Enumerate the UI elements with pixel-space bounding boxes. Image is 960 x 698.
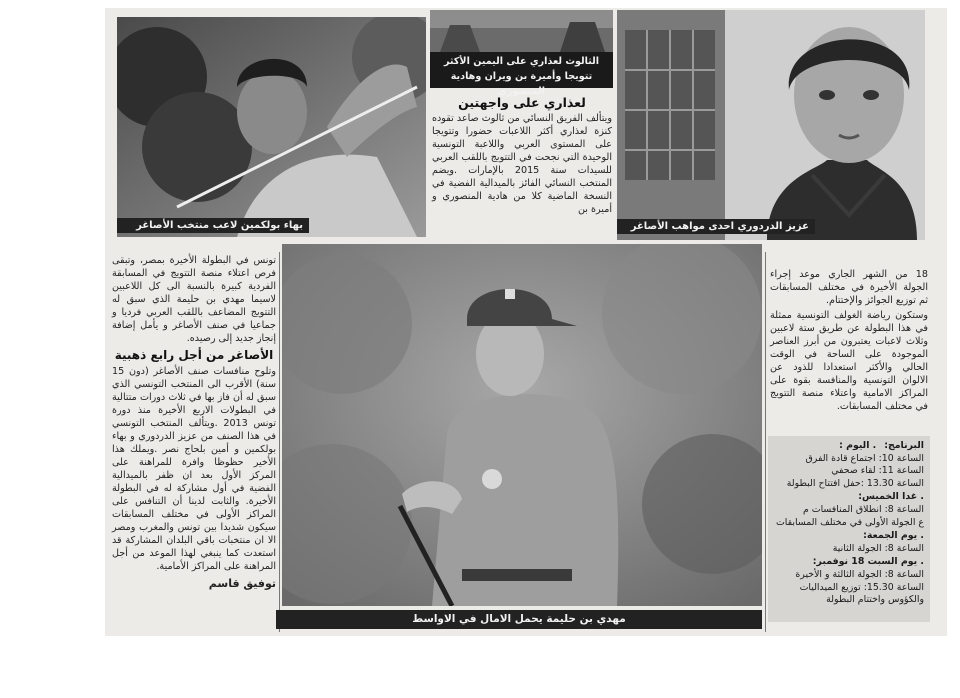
trio-photo-caption bbox=[430, 52, 613, 97]
program-line-2: الساعة 11: لقاء صحفي bbox=[831, 465, 924, 477]
program-line-7: الساعة 8: الجولة الثالثة و الأخيرة bbox=[795, 568, 924, 580]
right-article-p2: وستكون رياضة الغولف التونسية ممثلة في هذا البطولة عن طريق ستة لاعبين وثلاث لاعبات يعتبرون من أبرز العناصر الموجودة على الساحة في الوقت الحالي والأكثر استعدادا للذود عن الالوان التونسية والمنافسة بقوة على المراكز الامامية واعتلاء منصة التتويج في مختلف المسابقات. bbox=[770, 310, 928, 412]
column-divider-left bbox=[279, 252, 280, 632]
portrait-photo bbox=[617, 10, 925, 240]
program-line-1: الساعة 10: اجتماع قادة الفرق bbox=[805, 452, 924, 464]
program-title: البرنامج: bbox=[884, 440, 924, 451]
main-photo-caption: مهدي بن حليمة يحمل الامال في الاواسط bbox=[276, 610, 762, 629]
program-box bbox=[768, 436, 930, 622]
program-line-6: الساعة 8: الجولة الثانية bbox=[832, 542, 924, 554]
program-day-thursday: . غدا الخميس: bbox=[858, 491, 924, 503]
left-article bbox=[112, 254, 276, 592]
column-divider-right bbox=[765, 252, 766, 632]
right-article bbox=[770, 268, 928, 415]
center-article-body: ويتألف الفريق النسائي من ثالوث صاعد تقوده كنزة لعذاري أكثر اللاعبات حضورا وتتويجا على المستوى العربي واللاعبة التونسية الوحيدة التي نجحت في التتويج باللقب العربي للسيدات سنة 2015 بالإمارات .ويضم المنتخب النسائي الفائز بالميدالية الفضية في النسخة الماضية كلا من هادية المنصوري و أميرة بن bbox=[432, 113, 612, 215]
program-line-3: الساعة 13.30 :حفل افتتاح البطولة bbox=[786, 477, 924, 489]
trio-photo bbox=[430, 10, 613, 52]
program-day-friday: . يوم الجمعة: bbox=[863, 530, 924, 542]
left-article-body: وتلوح منافسات صنف الأصاغر (دون 15 سنة) الأقرب الى المنتخب التونسي الذي سبق له أن فاز بها في ثلاث دورات متتالية في البطولات الاربع الأخيرة منذ دورة تونس 2013 .ويتألف المنتخب التونسي في هذا الصنف من عزيز الدردوري و بهاء بولكمين و أمين بلحاج نصر .ويملك هذا الأخير حظوظا وافرة للمراهنة على المركز الأول بعد ان ظفر بالميدالية الفضية في أول مشاركة له في البطولة الأخيرة. والثابت لدينا أن التنافس على المراكز الأولى في مختلف المسابقات سيكون شديدا بين تونس والمغرب ومصر الا ان منتخبات باقي البلدان المشاركة قد استعدت كما ينبغي لهذا الموعد من أجل المراهنة على المراكز الأمامية. bbox=[112, 366, 276, 572]
center-article-heading: لعذاري على واجهتين bbox=[458, 95, 586, 110]
right-article-p1: 18 من الشهر الجاري موعد إجراء الجولة الأخيرة في مختلف المسابقات ثم توزيع الجوائز والإختتام. bbox=[770, 269, 928, 306]
program-day-saturday: . يوم السبت 18 نوفمبر: bbox=[812, 556, 924, 568]
center-article bbox=[432, 92, 612, 218]
main-golfer-photo bbox=[282, 244, 762, 606]
program-line-8: الساعة 15.30: توزيع الميداليات bbox=[799, 581, 924, 593]
program-line-9: والكؤوس واختتام البطولة bbox=[826, 594, 924, 606]
trio-caption-text: الثالوث لعذاري على اليمين الأكثر تتويجا وأميرة بن ويران وهادية المنصوري bbox=[443, 56, 600, 97]
left-article-intro: تونس في البطولة الأخيرة بمصر، وتبقى فرص اعتلاء منصة التتويج في المسابقة الفردية كبيرة بالنسبة الى كل اللاعبين لاسيما مهدي بن حليمة الذي سبق له التتويج المضاعف باللقب العربي فرديا و جماعيا في صنف الأصاغر و يأمل إضافة إنجاز جديد إلى رصيده. bbox=[112, 255, 276, 344]
golfer-photo-caption: بهاء بولكمين لاعب منتخب الأصاغر bbox=[117, 218, 309, 233]
portrait-photo-caption: عزيز الدردوري احدى مواهب الأصاغر bbox=[617, 219, 815, 234]
left-article-heading: الأصاغر من أجل رابع ذهبية bbox=[114, 348, 274, 362]
program-line-4: الساعة 8: انطلاق المنافسات م bbox=[802, 503, 924, 515]
left-article-author: توفيق قاسم bbox=[208, 577, 276, 590]
golfer-swing-photo bbox=[117, 17, 426, 237]
program-day-today: . اليوم : bbox=[839, 440, 877, 451]
program-line-5: ع الجولة الأولى في مختلف المسابقات bbox=[775, 516, 924, 528]
